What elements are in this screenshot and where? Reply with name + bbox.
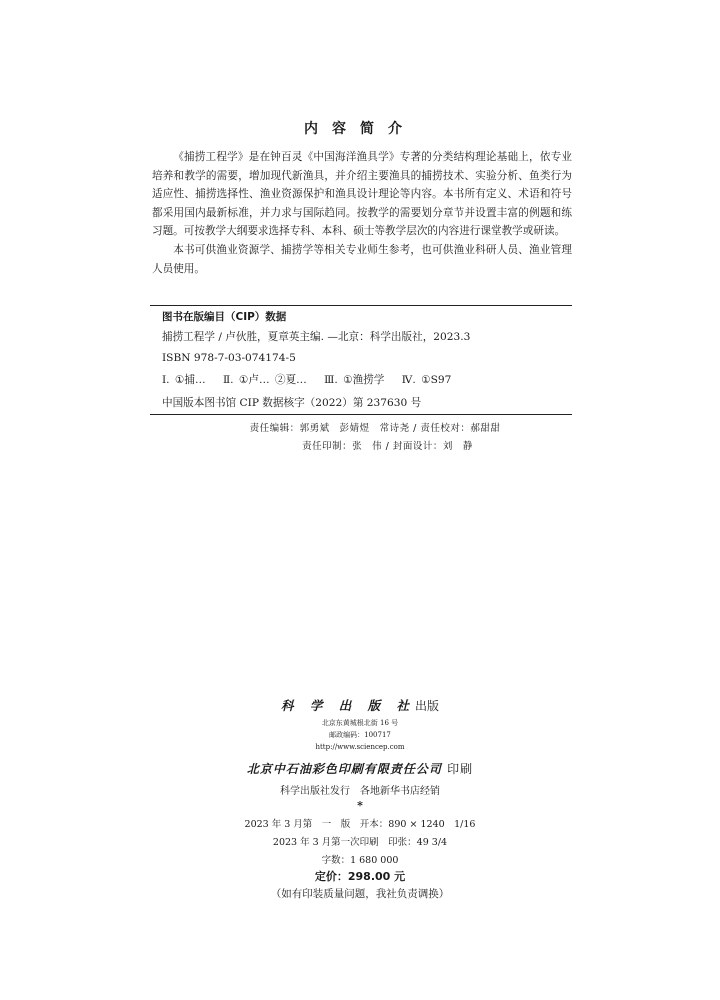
publisher-suffix: 出版 xyxy=(414,699,439,713)
printer-line xyxy=(0,760,720,777)
separator-star: * xyxy=(357,799,363,812)
intro-paragraph-2: 本书可供渔业资源学、捕捞学等相关专业师生参考，也可供渔业科研人员、渔业管理人员使用。 xyxy=(152,243,572,275)
printer-name: 北京中石油彩色印刷有限责任公司 xyxy=(246,762,442,776)
publisher-url: http://www.sciencep.com xyxy=(315,743,405,751)
cip-class-item: Ⅳ. ①S97 xyxy=(401,374,452,386)
cip-class-item: Ⅱ. ①卢… ②夏… xyxy=(222,374,307,386)
distribution-line: 科学出版社发行 各地新华书店经销 xyxy=(280,786,440,797)
price: 定价：298.00 元 xyxy=(314,870,406,883)
cip-title-line: 捕捞工程学 / 卢伙胜，夏章英主编. —北京：科学出版社，2023.3 xyxy=(162,331,471,343)
editor-credits: 责任编辑：郭勇斌 彭婧煜 常诗尧 / 责任校对：郝甜甜 xyxy=(249,423,501,434)
quality-notice: （如有印装质量问题，我社负责调换） xyxy=(270,888,450,900)
intro-paragraph-1: 《捕捞工程学》是在钟百灵《中国海洋渔具学》专著的分类结构理论基础上，依专业培养和教学的需要，增加现代新渔具，并介绍主要渔具的捕捞技术、实验分析、鱼类行为适应性、捕捞选择性、渔业资源保护和渔具设计理论等内容。本书所有定义、术语和符号都采用国内最新标准，并力求与国际趋同。按教学的需要划分章节并设置丰富的例题和练习题。可按教学大纲要求选择专科、本科、硕士等教学层次的内容进行课堂教学或研读。 xyxy=(152,151,572,238)
publisher-postcode: 邮政编码：100717 xyxy=(329,731,391,739)
publisher-name: 科 学 出 版 社 xyxy=(281,698,415,713)
section-title: 内容简介 xyxy=(304,121,416,137)
cip-isbn: ISBN 978-7-03-074174-5 xyxy=(162,352,296,364)
cip-heading: 图书在版编目（CIP）数据 xyxy=(162,311,287,323)
word-count: 字数：1 680 000 xyxy=(321,855,399,866)
cip-bottom-rule xyxy=(150,414,572,415)
printer-suffix: 印刷 xyxy=(447,762,474,776)
intro-text xyxy=(152,148,572,278)
cip-class-item: Ⅲ. ①渔捞学 xyxy=(324,374,385,386)
cip-classification xyxy=(162,371,572,389)
publisher-address: 北京东黄城根北街 16 号 xyxy=(321,719,399,727)
cip-class-item: Ⅰ. ①捕… xyxy=(162,374,206,386)
cip-top-rule xyxy=(150,305,572,306)
edition-spec: 2023 年 3 月第 一 版 开本：890 × 1240 1/16 xyxy=(244,819,476,830)
printing-spec: 2023 年 3 月第一次印刷 印张：49 3/4 xyxy=(272,837,448,848)
production-credits: 责任印制：张 伟 / 封面设计：刘 静 xyxy=(302,441,473,452)
publisher-line xyxy=(0,696,720,714)
cip-library-record: 中国版本图书馆 CIP 数据核字（2022）第 237630 号 xyxy=(162,397,422,409)
